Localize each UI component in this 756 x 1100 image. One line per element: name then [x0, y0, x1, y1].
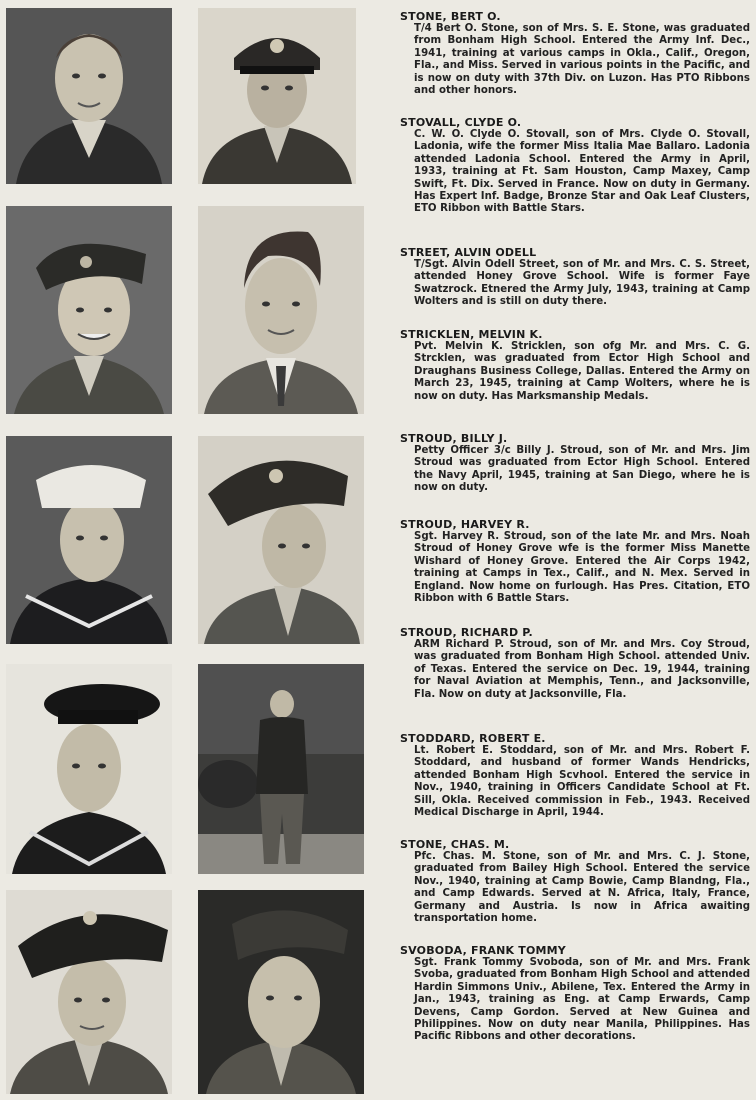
entry-text: C. W. O. Clyde O. Stovall, son of Mrs. Clyde O. Stovall, Ladonia, wife the former Miss Italia Mae Ballaro. Ladonia attended Ladonia School. Entered the Army in April, 1933, training at Ft. Sam Houston, Camp Maxey, Camp Swift, Ft. Dix. Served in France. Now on duty in Germany. Has Expert Inf. Badge, Bronze Star and Oak Leaf Clusters, ETO Ribbon with Battle Stars. — [414, 129, 750, 215]
entry-name: STODDARD, ROBERT E. — [400, 732, 546, 745]
entry-name: STONE, BERT O. — [400, 10, 501, 23]
portrait-image — [6, 206, 172, 414]
portrait-image — [198, 890, 364, 1094]
entry-name: STROUD, HARVEY R. — [400, 518, 530, 531]
portrait-image — [6, 890, 172, 1094]
entry-stone-chas — [400, 838, 750, 925]
photo-street-alvin — [6, 206, 172, 414]
photo-stone-chas — [6, 890, 172, 1094]
entry-name: STROUD, RICHARD P. — [400, 626, 533, 639]
portrait-image — [6, 436, 172, 644]
entry-name: STOVALL, CLYDE O. — [400, 116, 522, 129]
photo-svoboda-frank — [198, 890, 364, 1094]
entry-name: SVOBODA, FRANK TOMMY — [400, 944, 566, 957]
entry-text: Petty Officer 3/c Billy J. Stroud, son of Mr. and Mrs. Jim Stroud was graduated from Ector High School. Entered the Navy April, 1945, training at San Diego, where he is now on duty. — [414, 445, 750, 494]
entry-text: Sgt. Frank Tommy Svoboda, son of Mr. and Mrs. Frank Svoba, graduated from Bonham High School and attended Hardin Simmons Univ., Abilene, Tex. Entered the Army in Jan., 1943, training as Eng. at Camp Erwards, Camp Devens, Camp Gordon. Served at New Guinea and Philippines. Now on duty near Manila, Philippines. Has Pacific Ribbons and other decorations. — [414, 957, 750, 1043]
photo-stroud-billy — [6, 436, 172, 644]
entry-name: STREET, ALVIN ODELL — [400, 246, 537, 259]
entry-stroud-harvey — [400, 518, 750, 605]
entry-street-alvin — [400, 246, 750, 309]
entry-name: STROUD, BILLY J. — [400, 432, 508, 445]
entry-name: STRICKLEN, MELVIN K. — [400, 328, 543, 341]
portrait-image — [198, 436, 364, 644]
entry-text: T/Sgt. Alvin Odell Street, son of Mr. and Mrs. C. S. Street, attended Honey Grove School. Wife is former Faye Swatzrock. Etnered the Army July, 1943, training at Camp Wolters and is still on duty there. — [414, 259, 750, 308]
entry-text: Pvt. Melvin K. Stricklen, son ofg Mr. and Mrs. C. G. Strcklen, was graduated from Ector High School and Draughans Business College, Dallas. Entered the Army on March 23, 1945, training at Camp Wolters, where he is now on duty. Has Marksmanship Medals. — [414, 341, 750, 402]
entry-text: ARM Richard P. Stroud, son of Mr. and Mrs. Coy Stroud, was graduated from Bonham High School. attended Univ. of Texas. Entered the service on Dec. 19, 1944, training for Naval Aviation at Memphis, Tenn., and Jacksonville, Fla. Now on duty at Jacksonville, Fla. — [414, 639, 750, 700]
portrait-image — [198, 664, 364, 874]
portrait-image — [6, 8, 172, 184]
photo-stroud-harvey — [198, 436, 364, 644]
entry-text: T/4 Bert O. Stone, son of Mrs. S. E. Stone, was graduated from Bonham High School. Entered the Army Inf. Dec., 1941, training at various camps in Okla., Calif., Oregon, Fla., and Miss. Served in various points in the Pacific, and is now on duty with 37th Div. on Luzon. Has PTO Ribbons and other honors. — [414, 23, 750, 97]
entry-text: Sgt. Harvey R. Stroud, son of the late Mr. and Mrs. Noah Stroud of Honey Grove wfe is the former Miss Manette Wishard of Honey Grove. Entered the Air Corps 1942, training at Camps in Tex., Calif., and N. Mex. Served in England. Now home on furlough. Has Pres. Citation, ETO Ribbon with 6 Battle Stars. — [414, 531, 750, 605]
photo-stroud-richard — [6, 664, 172, 874]
entry-stone-bert — [400, 10, 750, 97]
entry-name: STONE, CHAS. M. — [400, 838, 510, 851]
photo-stoddard-robert — [198, 664, 364, 874]
entry-text: Pfc. Chas. M. Stone, son of Mr. and Mrs. C. J. Stone, graduated from Bailey High School. Entered the service Nov., 1940, training at Camp Bowie, Camp Blandng, Fla., and Camp Edwards. Served at N. Africa, Italy, France, Germany and Austria. Is now in Africa awaiting transportation home. — [414, 851, 750, 925]
entry-stroud-billy — [400, 432, 750, 495]
entry-text: Lt. Robert E. Stoddard, son of Mr. and Mrs. Robert F. Stoddard, and husband of former Wands Hendricks, attended Bonham High Scvhool. Entered the service in Nov., 1940, training in Officers Candidate School at Ft. Sill, Okla. Received commission in Feb., 1943. Received Medical Discharge in April, 1944. — [414, 745, 750, 819]
portrait-image — [6, 664, 172, 874]
entry-stoddard-robert — [400, 732, 750, 819]
photo-stricklen-melvin — [198, 206, 364, 414]
entry-stroud-richard — [400, 626, 750, 701]
photo-stovall-clyde — [198, 8, 356, 184]
portrait-image — [198, 206, 364, 414]
entry-svoboda-frank — [400, 944, 750, 1044]
portrait-image — [198, 8, 356, 184]
photo-stone-bert — [6, 8, 172, 184]
entry-stovall-clyde — [400, 116, 750, 216]
entry-stricklen-melvin — [400, 328, 750, 403]
